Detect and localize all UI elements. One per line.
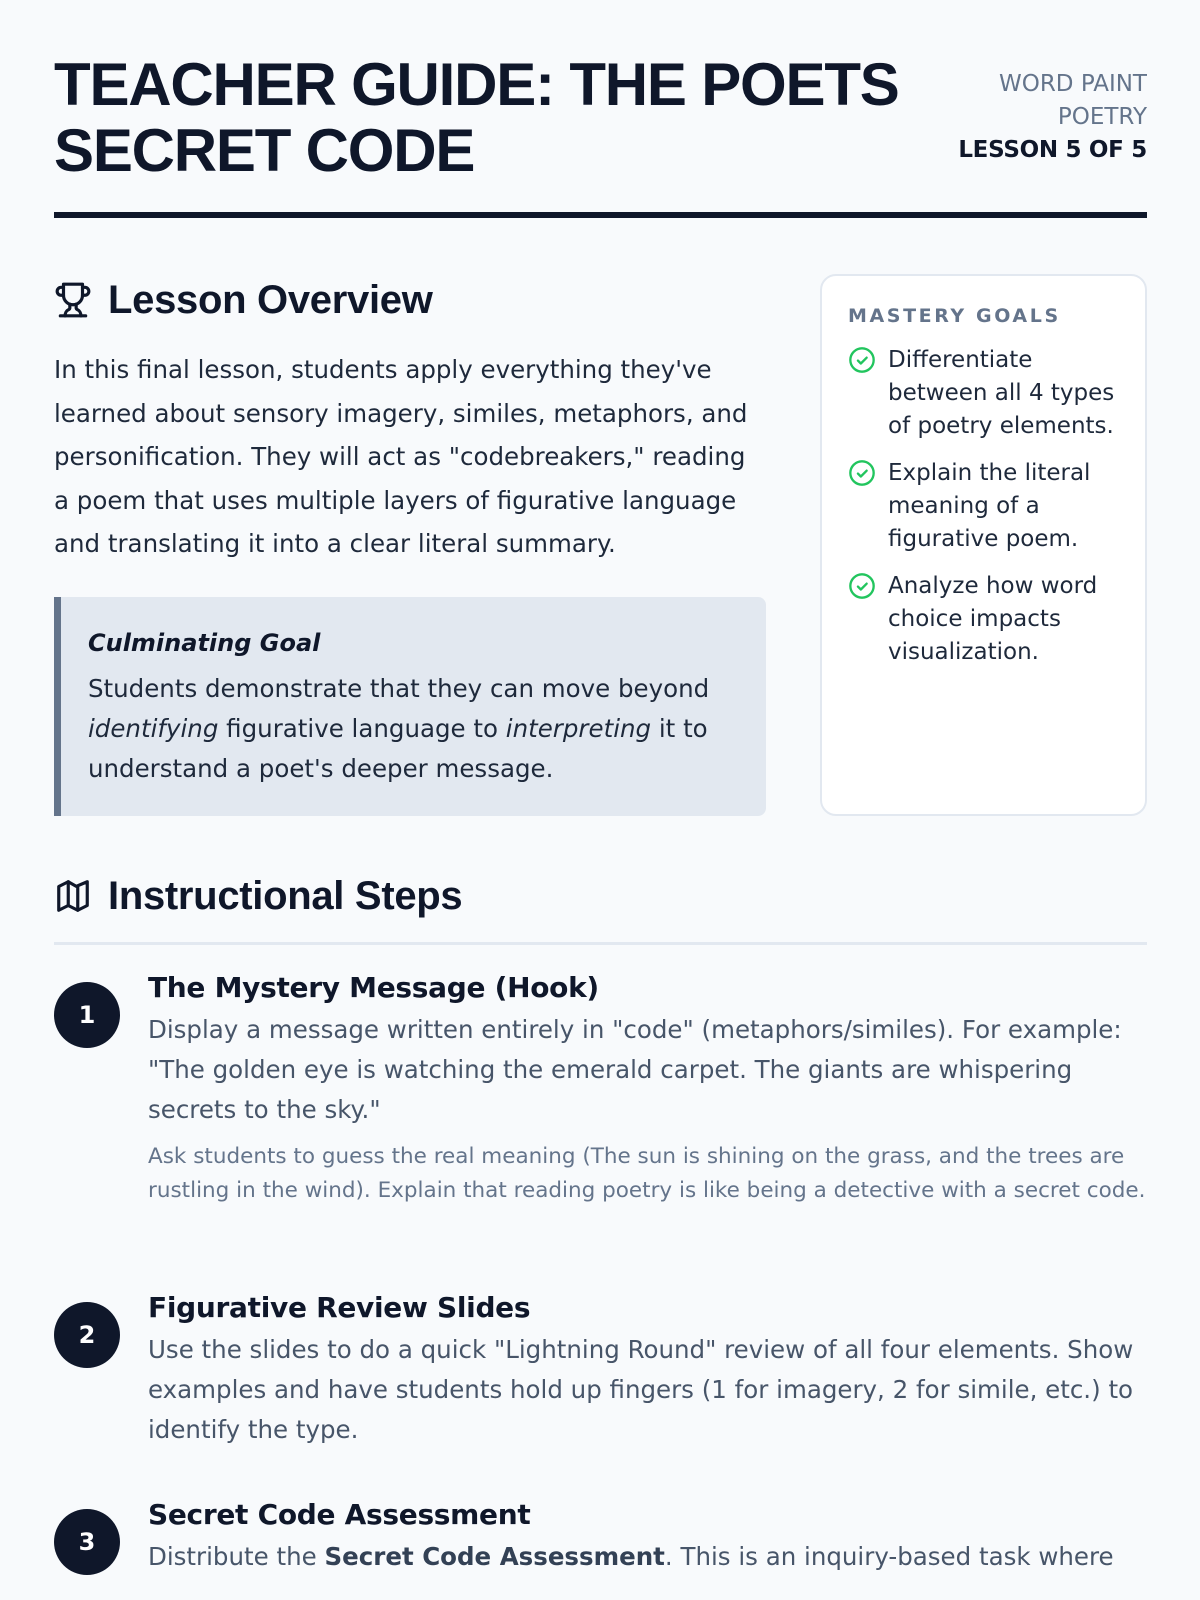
map-icon xyxy=(54,877,92,915)
culminating-goal-text: Students demonstrate that they can move beyond identifying figurative language to interpreting it to understand a poet's deeper message. xyxy=(88,674,710,783)
step-title: Figurative Review Slides xyxy=(148,1291,531,1324)
mastery-goal-text: Differentiate between all 4 types of poetry elements. xyxy=(888,347,1115,439)
step-number-badge: 2 xyxy=(54,1302,120,1368)
step-body xyxy=(148,966,1148,1207)
step-note: Ask students to guess the real meaning (The sun is shining on the grass, and the trees are rustling in the wind). Explain that reading poetry is like being a detective with a secret code. xyxy=(148,1144,1146,1203)
step-body xyxy=(148,1286,1148,1450)
trophy-icon xyxy=(54,281,92,319)
step-title: Secret Code Assessment xyxy=(148,1498,531,1531)
overview-heading: Lesson Overview xyxy=(108,277,433,322)
emphasis-identifying: identifying xyxy=(88,714,219,743)
series-name-line2: POETRY xyxy=(1057,104,1147,130)
mastery-goals-label: MASTERY GOALS xyxy=(848,305,1061,327)
emphasis-interpreting: interpreting xyxy=(505,714,652,743)
page-header xyxy=(54,52,1147,220)
header-divider xyxy=(54,212,1147,218)
lesson-overview-section xyxy=(54,272,766,783)
step-number-badge: 1 xyxy=(54,982,120,1048)
culminating-goal-title: Culminating Goal xyxy=(88,629,321,657)
check-circle-icon xyxy=(848,572,876,600)
overview-heading-row xyxy=(54,272,766,328)
list-item xyxy=(848,570,1119,669)
assessment-name: Secret Code Assessment xyxy=(324,1542,665,1571)
page-title: TEACHER GUIDE: THE POETS SECRET CODE xyxy=(54,51,899,184)
step-description: Distribute the Secret Code Assessment. This is an inquiry-based task where xyxy=(148,1542,1114,1571)
check-circle-icon xyxy=(848,346,876,374)
series-name-line1: WORD PAINT xyxy=(998,71,1147,97)
teacher-guide-page xyxy=(54,0,1147,1600)
mastery-goal-text: Analyze how word choice impacts visualization. xyxy=(888,573,1098,665)
step-title: The Mystery Message (Hook) xyxy=(148,971,599,1004)
steps-heading-row xyxy=(54,868,1147,924)
culminating-goal-callout xyxy=(54,597,766,816)
instructional-steps-section xyxy=(54,868,1147,1571)
mastery-goals-list xyxy=(848,344,1119,669)
mastery-goal-text: Explain the literal meaning of a figurative poem. xyxy=(888,460,1091,552)
overview-text: In this final lesson, students apply everything they've learned about sensory imagery, similes, metaphors, and personification. They will act as "codebreakers," reading a poem that uses multiple layers of figurative language and translating it into a clear literal summary. xyxy=(54,355,748,558)
lesson-meta xyxy=(947,68,1147,167)
steps-heading: Instructional Steps xyxy=(108,873,463,918)
step-description: Use the slides to do a quick "Lightning Round" review of all four elements. Show examples and have students hold up fingers (1 for imagery, 2 for simile, etc.) to identify the type. xyxy=(148,1335,1134,1444)
lesson-number: LESSON 5 OF 5 xyxy=(958,137,1147,163)
list-item xyxy=(848,344,1119,443)
list-item xyxy=(848,457,1119,556)
steps-divider xyxy=(54,942,1147,945)
mastery-goals-card xyxy=(820,274,1147,816)
step-body xyxy=(148,1493,1148,1577)
check-circle-icon xyxy=(848,459,876,487)
step-number-badge: 3 xyxy=(54,1509,120,1575)
step-description: Display a message written entirely in "code" (metaphors/similes). For example: "The golden eye is watching the emerald carpet. The giants are whispering secrets to the sky." xyxy=(148,1015,1122,1124)
